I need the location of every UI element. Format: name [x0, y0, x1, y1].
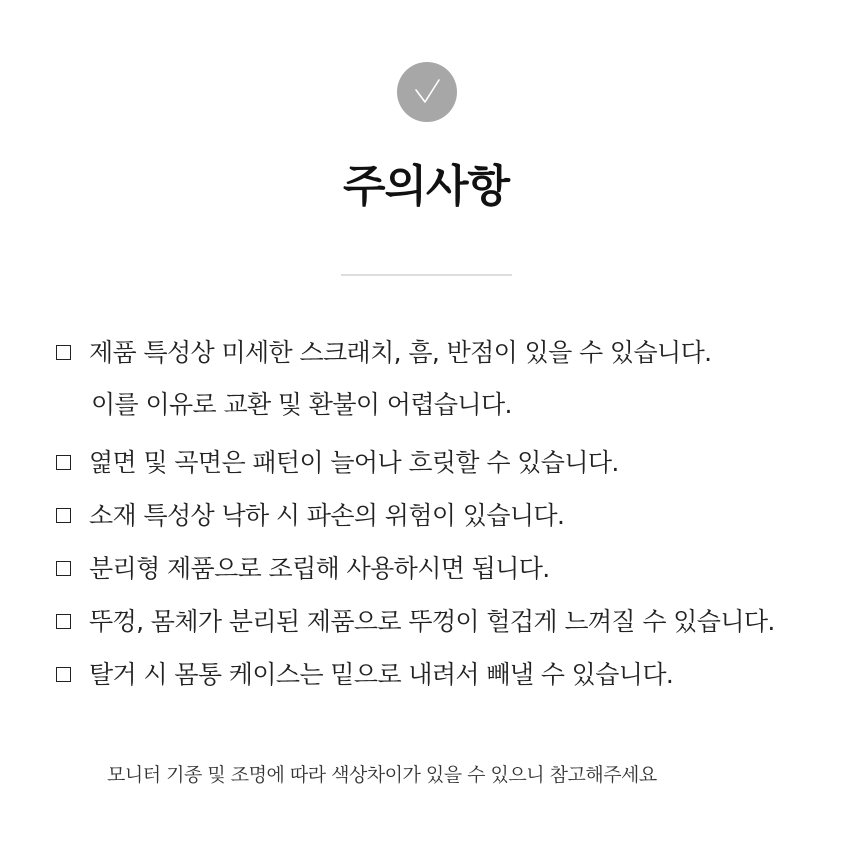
- page-title: 주의사항: [342, 161, 509, 212]
- checkbox-square-icon: [56, 345, 71, 360]
- notice-text: 엹면 및 곡면은 패턴이 늘어나 흐릿할 수 있습니다.: [89, 448, 619, 477]
- notice-text: 분리형 제품으로 조립해 사용하시면 됩니다.: [89, 554, 550, 583]
- checkbox-square-icon: [56, 614, 71, 629]
- notice-text-continued: 이를 이유로 교환 및 환불이 어렵습니다.: [91, 390, 512, 419]
- checkmark-icon: [412, 77, 442, 107]
- checkbox-square-icon: [56, 667, 71, 682]
- notice-text: 뚜껑, 몸체가 분리된 제품으로 뚜껑이 헐겁게 느껴질 수 있습니다.: [89, 607, 775, 636]
- notice-text: 제품 특성상 미세한 스크래치, 흠, 반점이 있을 수 있습니다.: [89, 338, 712, 367]
- notice-text: 탈거 시 몸통 케이스는 밑으로 내려서 빼낼 수 있습니다.: [89, 660, 674, 689]
- checkbox-square-icon: [56, 561, 71, 576]
- checkbox-square-icon: [56, 508, 71, 523]
- title-divider: [341, 274, 512, 276]
- check-badge: [397, 62, 457, 122]
- footnote: 모니터 기종 및 조명에 따라 색상차이가 있을 수 있으니 참고해주세요: [107, 764, 657, 786]
- checkbox-square-icon: [56, 455, 71, 470]
- notice-text: 소재 특성상 낙하 시 파손의 위험이 있습니다.: [89, 501, 565, 530]
